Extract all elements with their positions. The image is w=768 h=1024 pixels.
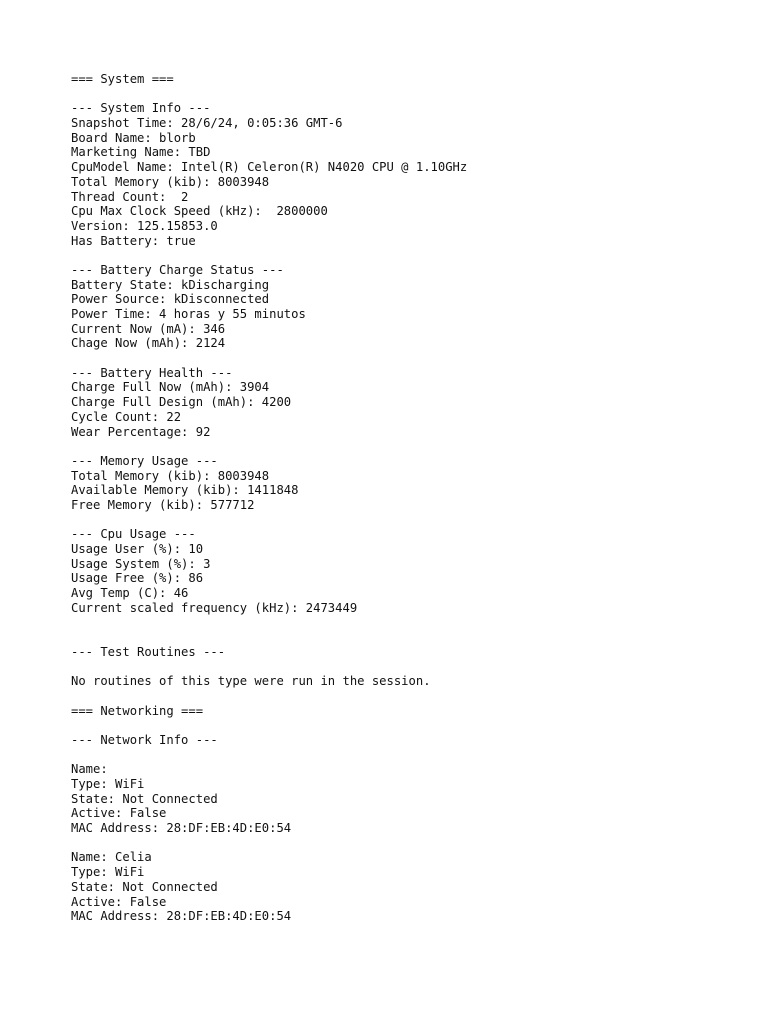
wear-percentage: Wear Percentage: 92: [71, 424, 211, 439]
cpu-scaled-frequency: Current scaled frequency (kHz): 2473449: [71, 600, 358, 615]
current-now: Current Now (mA): 346: [71, 321, 226, 336]
cpu-usage-heading: --- Cpu Usage ---: [71, 527, 196, 542]
thread-count: Thread Count: 2: [71, 189, 189, 204]
networking-heading: === Networking ===: [71, 703, 204, 718]
network-active: Active: False: [71, 894, 167, 909]
board-name: Board Name: blorb: [71, 130, 196, 145]
network-state: State: Not Connected: [71, 879, 218, 894]
test-routines-heading: --- Test Routines ---: [71, 644, 226, 659]
system-heading: === System ===: [71, 72, 174, 86]
charge-full-design: Charge Full Design (mAh): 4200: [71, 395, 292, 410]
network-state: State: Not Connected: [71, 791, 218, 806]
snapshot-time: Snapshot Time: 28/6/24, 0:05:36 GMT-6: [71, 116, 343, 131]
charge-full-now: Charge Full Now (mAh): 3904: [71, 380, 270, 395]
spacer: [71, 351, 751, 366]
spacer: [71, 718, 751, 733]
spacer: [71, 689, 751, 704]
spacer: [71, 513, 751, 528]
network-mac-address: MAC Address: 28:DF:EB:4D:E0:54: [71, 909, 292, 924]
battery-health-heading: --- Battery Health ---: [71, 365, 233, 380]
cpu-usage-free: Usage Free (%): 86: [71, 571, 204, 586]
spacer: [71, 439, 751, 454]
cpu-model-name: CpuModel Name: Intel(R) Celeron(R) N4020 CPU @ 1.10GHz: [71, 160, 468, 175]
cycle-count: Cycle Count: 22: [71, 409, 182, 424]
power-source: Power Source: kDisconnected: [71, 292, 270, 307]
spacer: [71, 630, 751, 645]
network-name: Name:: [71, 762, 108, 777]
marketing-name: Marketing Name: TBD: [71, 145, 211, 160]
network-mac-address: MAC Address: 28:DF:EB:4D:E0:54: [71, 821, 292, 836]
cpu-avg-temp: Avg Temp (C): 46: [71, 586, 189, 601]
version: Version: 125.15853.0: [71, 218, 218, 233]
spacer: [71, 748, 751, 763]
memory-total: Total Memory (kib): 8003948: [71, 468, 270, 483]
cpu-usage-user: Usage User (%): 10: [71, 542, 204, 556]
spacer: [71, 660, 751, 675]
test-routines-message: No routines of this type were run in the session.: [71, 674, 431, 689]
power-time: Power Time: 4 horas y 55 minutos: [71, 307, 306, 321]
battery-charge-heading: --- Battery Charge Status ---: [71, 262, 284, 277]
charge-now: Chage Now (mAh): 2124: [71, 336, 226, 351]
total-memory: Total Memory (kib): 8003948: [71, 174, 270, 189]
has-battery: Has Battery: true: [71, 233, 196, 248]
network-info-heading: --- Network Info ---: [71, 732, 218, 747]
network-active: Active: False: [71, 806, 167, 821]
spacer: [71, 248, 751, 263]
spacer: [71, 615, 751, 630]
network-type: Type: WiFi: [71, 777, 145, 791]
system-info-heading: --- System Info ---: [71, 101, 211, 116]
memory-usage-heading: --- Memory Usage ---: [71, 453, 218, 468]
memory-free: Free Memory (kib): 577712: [71, 497, 255, 512]
network-type: Type: WiFi: [71, 865, 145, 880]
network-name: Name: Celia: [71, 850, 152, 865]
battery-state: Battery State: kDischarging: [71, 277, 270, 292]
cpu-usage-system: Usage System (%): 3: [71, 556, 211, 571]
cpu-max-clock-speed: Cpu Max Clock Speed (kHz): 2800000: [71, 204, 328, 219]
spacer: [71, 87, 751, 102]
diagnostics-report: [71, 72, 751, 924]
memory-available: Available Memory (kib): 1411848: [71, 483, 299, 498]
spacer: [71, 836, 751, 851]
